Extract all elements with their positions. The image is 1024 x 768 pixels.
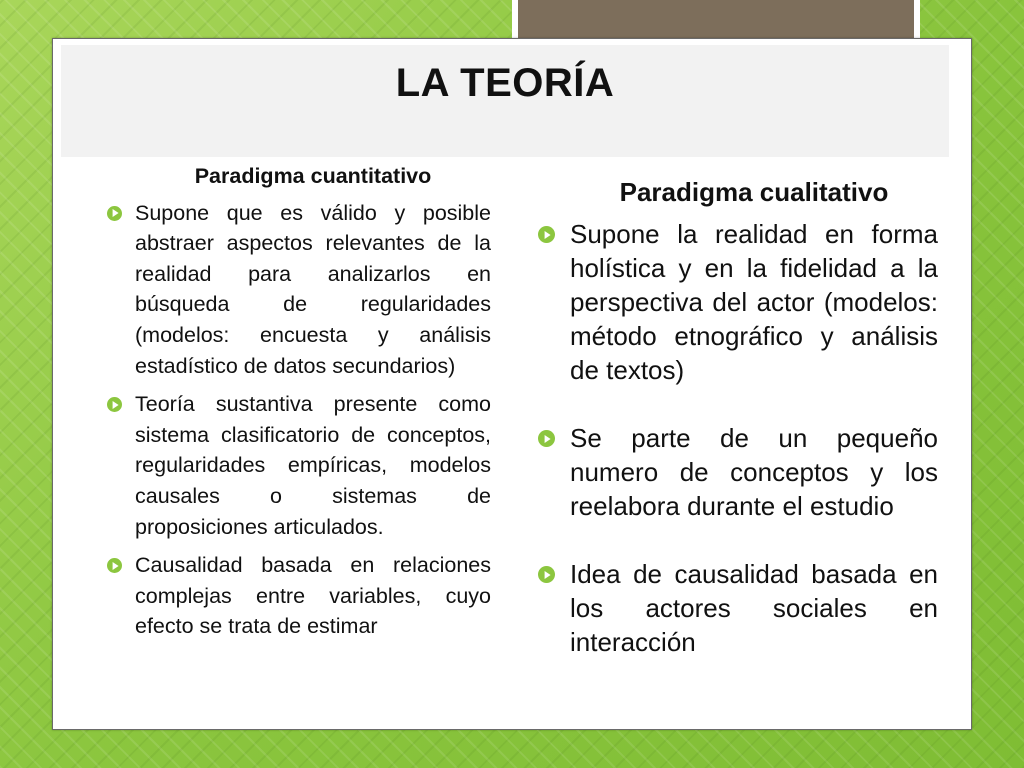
- list-item: [107, 550, 491, 642]
- quantitative-column: [107, 161, 491, 650]
- list-item: [538, 217, 938, 387]
- slide-title: LA TEORÍA: [395, 61, 615, 105]
- bullet-arrow-icon: [107, 397, 122, 412]
- quantitative-heading: Paradigma cuantitativo: [194, 164, 432, 188]
- list-item-text: Supone que es válido y posible abstraer aspectos relevantes de la realidad para analizarlos en búsqueda de regularidades (modelos: encuesta y análisis estadístico de datos secundarios): [135, 200, 491, 378]
- list-item-text: Supone la realidad en forma holística y en la fidelidad a la perspectiva del actor (modelos: método etnográfico y análisis de textos): [570, 219, 938, 385]
- bullet-arrow-icon: [538, 226, 555, 243]
- qualitative-list: [538, 217, 938, 659]
- qualitative-heading: Paradigma cualitativo: [619, 177, 889, 207]
- bullet-arrow-icon: [538, 430, 555, 447]
- list-item-text: Se parte de un pequeño numero de conceptos y los reelabora durante el estudio: [570, 423, 938, 521]
- list-item-text: Causalidad basada en relaciones complejas entre variables, cuyo efecto se trata de estimar: [135, 553, 491, 639]
- list-item-text: Idea de causalidad basada en los actores sociales en interacción: [570, 559, 938, 657]
- title-bar: [61, 45, 949, 157]
- bullet-arrow-icon: [538, 566, 555, 583]
- top-tab-fill: [518, 0, 914, 40]
- list-item: [538, 421, 938, 523]
- list-item: [107, 198, 491, 382]
- list-item-text: Teoría sustantiva presente como sistema clasificatorio de conceptos, regularidades empíricas, modelos causales o sistemas de proposiciones articulados.: [135, 392, 491, 539]
- quantitative-list: [107, 198, 491, 642]
- bullet-arrow-icon: [107, 558, 122, 573]
- list-item: [538, 557, 938, 659]
- bullet-arrow-icon: [107, 206, 122, 221]
- list-item: [107, 389, 491, 542]
- qualitative-column: [538, 175, 938, 693]
- slide-panel: [52, 38, 972, 730]
